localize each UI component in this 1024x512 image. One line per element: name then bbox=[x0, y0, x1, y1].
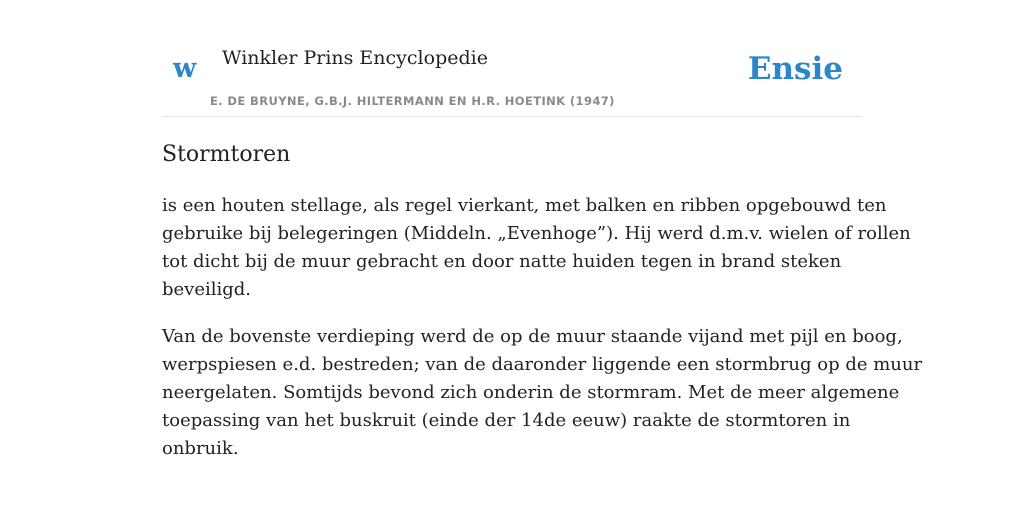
publication-authors: E. DE BRUYNE, G.B.J. HILTERMANN EN H.R. HOETINK (1947) bbox=[210, 94, 615, 108]
paragraph-line: gebruike bij belegeringen (Middeln. „Evenhoge”). Hij werd d.m.v. wielen of rollen bbox=[162, 223, 911, 244]
paragraph-line: is een houten stellage, als regel vierkant, met balken en ribben opgebouwd ten bbox=[162, 195, 887, 216]
paragraph-line: onbruik. bbox=[162, 438, 239, 459]
publication-title[interactable]: Winkler Prins Encyclopedie bbox=[222, 47, 488, 69]
publication-header bbox=[162, 0, 862, 117]
publication-logo[interactable]: w bbox=[173, 53, 197, 84]
content-container bbox=[162, 0, 923, 459]
entry-paragraph bbox=[162, 323, 923, 463]
paragraph-line: toepassing van het buskruit (einde der 14de eeuw) raakte de stormtoren in bbox=[162, 410, 851, 431]
paragraph-line: neergelaten. Somtijds bevond zich onderin de stormram. Met de meer algemene bbox=[162, 382, 900, 403]
entry-paragraph bbox=[162, 192, 911, 304]
paragraph-line: werpspiesen e.d. bestreden; van de daaronder liggende een stormbrug op de muur bbox=[162, 354, 923, 375]
entry-body bbox=[162, 192, 923, 482]
entry-title: Stormtoren bbox=[162, 142, 291, 167]
paragraph-line: Van de bovenste verdieping werd de op de muur staande vijand met pijl en boog, bbox=[162, 326, 903, 347]
paragraph-line: tot dicht bij de muur gebracht en door natte huiden tegen in brand steken bbox=[162, 251, 842, 272]
paragraph-line: beveiligd. bbox=[162, 279, 252, 300]
ensie-logo-link[interactable]: Ensie bbox=[747, 51, 843, 87]
